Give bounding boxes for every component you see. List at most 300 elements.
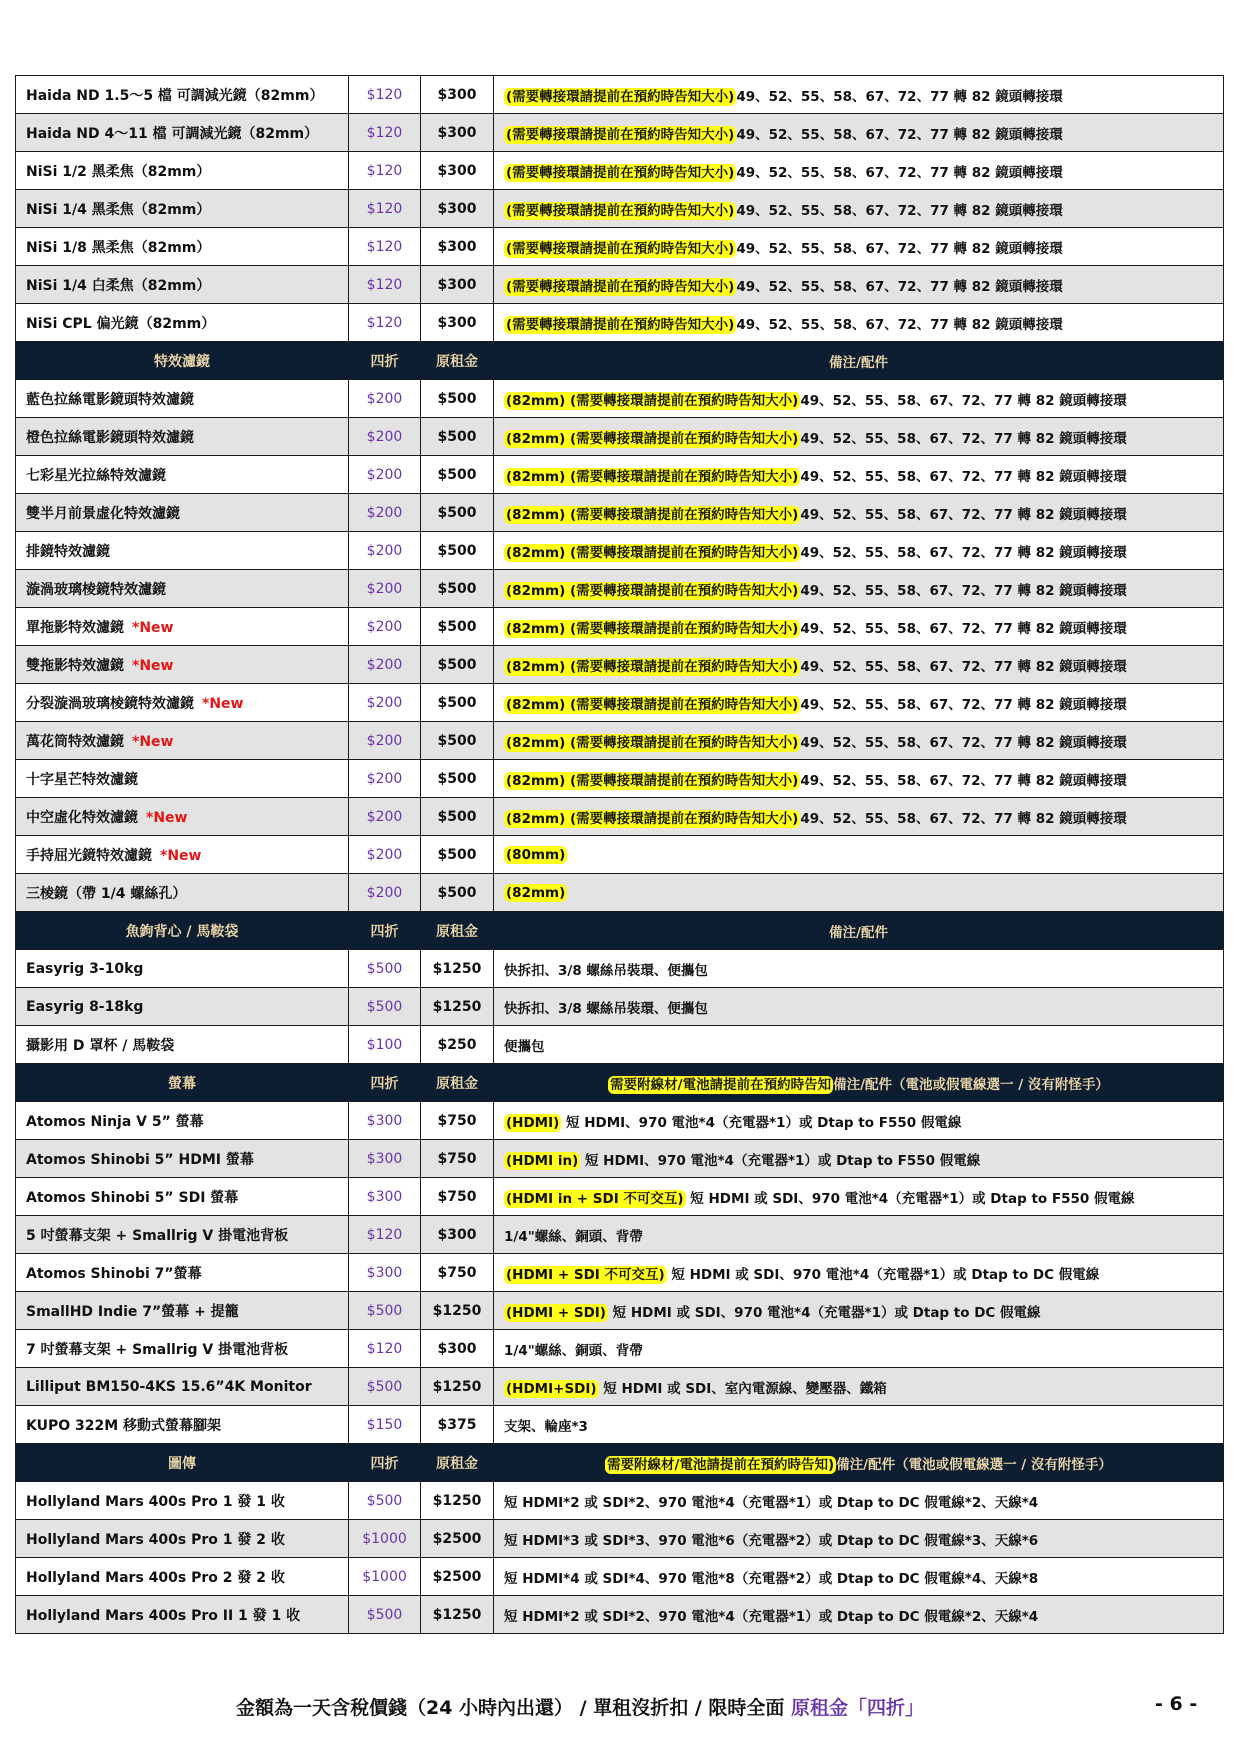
- section-header: [16, 342, 1224, 380]
- original-price: $1250: [421, 1482, 494, 1520]
- note-text: 快拆扣、3/8 螺絲吊裝環、便攜包: [504, 962, 708, 979]
- discount-price: $100: [349, 1026, 421, 1064]
- item-name: Atomos Shinobi 5” SDI 螢幕: [26, 1189, 239, 1206]
- item-name: 攝影用 D 罩杯 / 馬鞍袋: [26, 1037, 175, 1054]
- table-row: [16, 722, 1224, 760]
- discount-price: $150: [349, 1406, 421, 1444]
- item-name: NiSi 1/4 黑柔焦（82mm）: [26, 201, 211, 218]
- note-highlight: (82mm) (需要轉接環請提前在預約時告知大小): [506, 620, 799, 637]
- table-row: [16, 304, 1224, 342]
- item-name: 中空虛化特效濾鏡: [26, 809, 138, 826]
- table-row: [16, 418, 1224, 456]
- note-cell: [494, 380, 1224, 418]
- table-row: [16, 1596, 1224, 1634]
- note-highlight: (82mm) (需要轉接環請提前在預約時告知大小): [506, 658, 799, 675]
- note-highlight: (HDMI + SDI 不可交互): [506, 1266, 665, 1283]
- note-cell: [494, 684, 1224, 722]
- discount-column-header: 四折: [349, 1444, 421, 1482]
- item-name-cell: [16, 152, 349, 190]
- note-text: 49、52、55、58、67、72、77 轉 82 鏡頭轉接環: [800, 468, 1127, 485]
- item-name: 橙色拉絲電影鏡頭特效濾鏡: [26, 429, 194, 446]
- item-name-cell: [16, 456, 349, 494]
- note-cell: [494, 1178, 1224, 1216]
- note-highlight: (82mm) (需要轉接環請提前在預約時告知大小): [506, 468, 799, 485]
- table-row: [16, 1330, 1224, 1368]
- discount-price: $200: [349, 418, 421, 456]
- original-price: $300: [421, 190, 494, 228]
- table-row: [16, 1292, 1224, 1330]
- discount-price: $120: [349, 1216, 421, 1254]
- new-badge: *New: [160, 847, 202, 864]
- note-highlight: (HDMI in + SDI 不可交互): [506, 1190, 684, 1207]
- item-name: 7 吋螢幕支架 + Smallrig V 掛電池背板: [26, 1341, 289, 1358]
- item-name: SmallHD Indie 7”螢幕 + 提籠: [26, 1303, 239, 1320]
- original-price: $300: [421, 1330, 494, 1368]
- discount-column-header: 四折: [349, 342, 421, 380]
- note-cell: [494, 532, 1224, 570]
- note-cell: [494, 988, 1224, 1026]
- note-text: 49、52、55、58、67、72、77 轉 82 鏡頭轉接環: [800, 734, 1127, 751]
- original-price: $2500: [421, 1520, 494, 1558]
- note-highlight: (HDMI in): [506, 1152, 579, 1169]
- item-name-cell: [16, 1102, 349, 1140]
- discount-price: $120: [349, 1330, 421, 1368]
- original-price: $1250: [421, 1292, 494, 1330]
- item-name-cell: [16, 190, 349, 228]
- discount-price: $200: [349, 684, 421, 722]
- note-cell: [494, 456, 1224, 494]
- note-text: 短 HDMI 或 SDI、970 電池*4（充電器*1）或 Dtap to F550 假電線: [685, 1190, 1135, 1207]
- discount-price: $500: [349, 1292, 421, 1330]
- original-price: $1250: [421, 988, 494, 1026]
- note-text: 49、52、55、58、67、72、77 轉 82 鏡頭轉接環: [800, 430, 1127, 447]
- item-name-cell: [16, 266, 349, 304]
- original-price: $750: [421, 1102, 494, 1140]
- note-text: 49、52、55、58、67、72、77 轉 82 鏡頭轉接環: [736, 316, 1063, 333]
- discount-price: $120: [349, 114, 421, 152]
- item-name: 排鏡特效濾鏡: [26, 543, 110, 560]
- note-cell: [494, 1482, 1224, 1520]
- note-highlight: (82mm) (需要轉接環請提前在預約時告知大小): [506, 544, 799, 561]
- item-name: Lilliput BM150-4KS 15.6”4K Monitor: [26, 1378, 312, 1395]
- item-name-cell: [16, 1558, 349, 1596]
- table-row: [16, 190, 1224, 228]
- table-row: [16, 1102, 1224, 1140]
- note-cell: [494, 1558, 1224, 1596]
- table-row: [16, 1254, 1224, 1292]
- item-name: 分裂漩渦玻璃棱鏡特效濾鏡: [26, 695, 194, 712]
- table-row: [16, 950, 1224, 988]
- discount-price: $500: [349, 988, 421, 1026]
- item-name-cell: [16, 418, 349, 456]
- note-text: 短 HDMI 或 SDI、室內電源線、變壓器、鐵箱: [598, 1380, 887, 1397]
- header-note: 備注/配件: [829, 354, 888, 371]
- section-title: 螢幕: [16, 1064, 349, 1102]
- item-name-cell: [16, 76, 349, 114]
- original-price: $300: [421, 304, 494, 342]
- item-name-cell: [16, 950, 349, 988]
- discount-price: $500: [349, 1596, 421, 1634]
- table-row: [16, 114, 1224, 152]
- original-price: $1250: [421, 1368, 494, 1406]
- discount-price: $300: [349, 1254, 421, 1292]
- note-column-header: [494, 1444, 1224, 1482]
- discount-price: $500: [349, 950, 421, 988]
- item-name: 藍色拉絲電影鏡頭特效濾鏡: [26, 391, 194, 408]
- item-name-cell: [16, 874, 349, 912]
- item-name: 雙拖影特效濾鏡: [26, 657, 124, 674]
- discount-price: $500: [349, 1368, 421, 1406]
- item-name: Haida ND 1.5～5 檔 可調減光鏡（82mm）: [26, 87, 324, 104]
- note-text: 49、52、55、58、67、72、77 轉 82 鏡頭轉接環: [736, 240, 1063, 257]
- note-text: 1/4"螺絲、銅頭、背帶: [504, 1228, 643, 1245]
- note-highlight: (82mm) (需要轉接環請提前在預約時告知大小): [506, 506, 799, 523]
- item-name-cell: [16, 1406, 349, 1444]
- note-cell: [494, 836, 1224, 874]
- note-text: 短 HDMI*3 或 SDI*3、970 電池*6（充電器*2）或 Dtap to DC 假電線*3、天線*6: [504, 1532, 1039, 1549]
- footer-note: [236, 1693, 924, 1720]
- original-column-header: 原租金: [421, 912, 494, 950]
- original-price: $500: [421, 874, 494, 912]
- note-column-header: [494, 342, 1224, 380]
- discount-column-header: 四折: [349, 912, 421, 950]
- new-badge: *New: [132, 657, 174, 674]
- header-highlight: 需要附線材/電池請提前在預約時告知: [610, 1076, 832, 1093]
- discount-price: $200: [349, 570, 421, 608]
- note-cell: [494, 1596, 1224, 1634]
- new-badge: *New: [146, 809, 188, 826]
- note-highlight: (HDMI): [506, 1114, 560, 1131]
- note-highlight: (82mm) (需要轉接環請提前在預約時告知大小): [506, 772, 799, 789]
- section-title: 特效濾鏡: [16, 342, 349, 380]
- discount-price: $1000: [349, 1520, 421, 1558]
- note-text: 49、52、55、58、67、72、77 轉 82 鏡頭轉接環: [800, 658, 1127, 675]
- footer-text: 金額為一天含稅價錢（24 小時內出還） / 單租沒折扣 / 限時全面: [236, 1697, 792, 1719]
- note-cell: [494, 190, 1224, 228]
- discount-price: $300: [349, 1102, 421, 1140]
- note-cell: [494, 1368, 1224, 1406]
- item-name-cell: [16, 570, 349, 608]
- note-highlight: (HDMI + SDI): [506, 1304, 606, 1321]
- table-row: [16, 1406, 1224, 1444]
- table-row: [16, 836, 1224, 874]
- note-text: 49、52、55、58、67、72、77 轉 82 鏡頭轉接環: [736, 126, 1063, 143]
- original-price: $300: [421, 76, 494, 114]
- original-price: $500: [421, 418, 494, 456]
- original-price: $750: [421, 1254, 494, 1292]
- original-column-header: 原租金: [421, 1444, 494, 1482]
- note-cell: [494, 1292, 1224, 1330]
- item-name: KUPO 322M 移動式螢幕腳架: [26, 1417, 222, 1434]
- original-price: $1250: [421, 950, 494, 988]
- note-cell: [494, 1330, 1224, 1368]
- note-text: 支架、輪座*3: [504, 1418, 588, 1435]
- original-column-header: 原租金: [421, 1064, 494, 1102]
- note-highlight: (需要轉接環請提前在預約時告知大小): [506, 278, 735, 295]
- item-name-cell: [16, 760, 349, 798]
- header-highlight: 需要附線材/電池請提前在預約時告知): [607, 1456, 835, 1473]
- note-text: 49、52、55、58、67、72、77 轉 82 鏡頭轉接環: [800, 772, 1127, 789]
- item-name-cell: [16, 380, 349, 418]
- note-cell: [494, 418, 1224, 456]
- header-note: 備注/配件（電池或假電線選一 / 沒有附怪手）: [836, 1456, 1112, 1473]
- table-row: [16, 266, 1224, 304]
- table-row: [16, 228, 1224, 266]
- discount-price: $200: [349, 494, 421, 532]
- item-name: 十字星芒特效濾鏡: [26, 771, 138, 788]
- item-name: 雙半月前景虛化特效濾鏡: [26, 505, 180, 522]
- note-text: 短 HDMI、970 電池*4（充電器*1）或 Dtap to F550 假電線: [561, 1114, 962, 1131]
- table-row: [16, 988, 1224, 1026]
- discount-price: $200: [349, 760, 421, 798]
- original-price: $375: [421, 1406, 494, 1444]
- discount-price: $120: [349, 190, 421, 228]
- item-name: Easyrig 8-18kg: [26, 998, 144, 1015]
- note-cell: [494, 1140, 1224, 1178]
- original-price: $300: [421, 228, 494, 266]
- new-badge: *New: [132, 619, 174, 636]
- item-name: 萬花筒特效濾鏡: [26, 733, 124, 750]
- original-price: $500: [421, 532, 494, 570]
- note-text: 49、52、55、58、67、72、77 轉 82 鏡頭轉接環: [800, 810, 1127, 827]
- item-name-cell: [16, 1330, 349, 1368]
- original-price: $500: [421, 836, 494, 874]
- section-header: [16, 1444, 1224, 1482]
- note-highlight: (需要轉接環請提前在預約時告知大小): [506, 164, 735, 181]
- discount-price: $200: [349, 646, 421, 684]
- item-name-cell: [16, 1292, 349, 1330]
- note-text: 快拆扣、3/8 螺絲吊裝環、便攜包: [504, 1000, 708, 1017]
- item-name-cell: [16, 646, 349, 684]
- note-highlight: (82mm) (需要轉接環請提前在預約時告知大小): [506, 696, 799, 713]
- note-text: 49、52、55、58、67、72、77 轉 82 鏡頭轉接環: [736, 278, 1063, 295]
- item-name-cell: [16, 304, 349, 342]
- note-text: 短 HDMI、970 電池*4（充電器*1）或 Dtap to F550 假電線: [580, 1152, 981, 1169]
- note-cell: [494, 1254, 1224, 1292]
- discount-price: $200: [349, 532, 421, 570]
- note-column-header: [494, 912, 1224, 950]
- table-row: [16, 684, 1224, 722]
- item-name-cell: [16, 532, 349, 570]
- item-name-cell: [16, 1482, 349, 1520]
- original-column-header: 原租金: [421, 342, 494, 380]
- new-badge: *New: [202, 695, 244, 712]
- item-name: Hollyland Mars 400s Pro 1 發 2 收: [26, 1531, 285, 1548]
- item-name: Atomos Shinobi 7”螢幕: [26, 1265, 202, 1282]
- original-price: $500: [421, 608, 494, 646]
- price-table: [15, 75, 1224, 1634]
- item-name: 5 吋螢幕支架 + Smallrig V 掛電池背板: [26, 1227, 289, 1244]
- note-cell: [494, 266, 1224, 304]
- note-text: 短 HDMI 或 SDI、970 電池*4（充電器*1）或 Dtap to DC 假電線: [607, 1304, 1041, 1321]
- table-row: [16, 646, 1224, 684]
- original-price: $500: [421, 646, 494, 684]
- section-header: [16, 912, 1224, 950]
- note-highlight: (82mm) (需要轉接環請提前在預約時告知大小): [506, 430, 799, 447]
- note-highlight: (需要轉接環請提前在預約時告知大小): [506, 126, 735, 143]
- table-row: [16, 798, 1224, 836]
- table-row: [16, 1368, 1224, 1406]
- original-price: $300: [421, 1216, 494, 1254]
- discount-price: $200: [349, 722, 421, 760]
- original-price: $500: [421, 684, 494, 722]
- item-name-cell: [16, 228, 349, 266]
- original-price: $300: [421, 266, 494, 304]
- table-row: [16, 1482, 1224, 1520]
- note-cell: [494, 874, 1224, 912]
- item-name: NiSi 1/2 黑柔焦（82mm）: [26, 163, 211, 180]
- table-row: [16, 1558, 1224, 1596]
- original-price: $2500: [421, 1558, 494, 1596]
- table-row: [16, 152, 1224, 190]
- table-row: [16, 1026, 1224, 1064]
- item-name-cell: [16, 1140, 349, 1178]
- note-text: 短 HDMI*2 或 SDI*2、970 電池*4（充電器*1）或 Dtap to DC 假電線*2、天線*4: [504, 1494, 1039, 1511]
- item-name: Atomos Ninja V 5” 螢幕: [26, 1113, 204, 1130]
- item-name-cell: [16, 1216, 349, 1254]
- item-name-cell: [16, 988, 349, 1026]
- item-name-cell: [16, 114, 349, 152]
- note-cell: [494, 950, 1224, 988]
- item-name: NiSi CPL 偏光鏡（82mm）: [26, 315, 216, 332]
- item-name: Easyrig 3-10kg: [26, 960, 144, 977]
- table-row: [16, 1178, 1224, 1216]
- original-price: $1250: [421, 1596, 494, 1634]
- table-row: [16, 1216, 1224, 1254]
- note-text: 49、52、55、58、67、72、77 轉 82 鏡頭轉接環: [736, 88, 1063, 105]
- note-highlight: (82mm) (需要轉接環請提前在預約時告知大小): [506, 582, 799, 599]
- item-name-cell: [16, 836, 349, 874]
- original-price: $500: [421, 380, 494, 418]
- discount-price: $300: [349, 1178, 421, 1216]
- discount-column-header: 四折: [349, 1064, 421, 1102]
- discount-price: $120: [349, 266, 421, 304]
- item-name: 漩渦玻璃棱鏡特效濾鏡: [26, 581, 166, 598]
- discount-price: $200: [349, 608, 421, 646]
- item-name-cell: [16, 1368, 349, 1406]
- note-cell: [494, 1026, 1224, 1064]
- footer-discount-text: 原租金「四折」: [791, 1697, 925, 1719]
- note-highlight: (需要轉接環請提前在預約時告知大小): [506, 88, 735, 105]
- note-text: 49、52、55、58、67、72、77 轉 82 鏡頭轉接環: [800, 696, 1127, 713]
- item-name: 三棱鏡（帶 1/4 螺絲孔）: [26, 885, 187, 902]
- note-text: 49、52、55、58、67、72、77 轉 82 鏡頭轉接環: [800, 392, 1127, 409]
- discount-price: $200: [349, 874, 421, 912]
- item-name: Atomos Shinobi 5” HDMI 螢幕: [26, 1151, 254, 1168]
- table-row: [16, 456, 1224, 494]
- new-badge: *New: [132, 733, 174, 750]
- table-row: [16, 874, 1224, 912]
- table-row: [16, 494, 1224, 532]
- note-text: 短 HDMI 或 SDI、970 電池*4（充電器*1）或 Dtap to DC 假電線: [666, 1266, 1100, 1283]
- item-name: Hollyland Mars 400s Pro 1 發 1 收: [26, 1493, 285, 1510]
- note-text: 49、52、55、58、67、72、77 轉 82 鏡頭轉接環: [800, 506, 1127, 523]
- page-number: - 6 -: [1155, 1693, 1198, 1715]
- note-text: 1/4"螺絲、銅頭、背帶: [504, 1342, 643, 1359]
- item-name: 七彩星光拉絲特效濾鏡: [26, 467, 166, 484]
- discount-price: $200: [349, 380, 421, 418]
- note-cell: [494, 1102, 1224, 1140]
- table-row: [16, 1520, 1224, 1558]
- original-price: $500: [421, 570, 494, 608]
- discount-price: $120: [349, 76, 421, 114]
- original-price: $500: [421, 760, 494, 798]
- header-note: 備注/配件: [829, 924, 888, 941]
- item-name: 手持屈光鏡特效濾鏡: [26, 847, 152, 864]
- note-highlight: (需要轉接環請提前在預約時告知大小): [506, 240, 735, 257]
- note-highlight: (80mm): [506, 846, 566, 863]
- discount-price: $120: [349, 228, 421, 266]
- table-row: [16, 608, 1224, 646]
- item-name-cell: [16, 1520, 349, 1558]
- table-row: [16, 532, 1224, 570]
- discount-price: $1000: [349, 1558, 421, 1596]
- note-cell: [494, 304, 1224, 342]
- item-name-cell: [16, 1596, 349, 1634]
- item-name-cell: [16, 684, 349, 722]
- note-text: 49、52、55、58、67、72、77 轉 82 鏡頭轉接環: [800, 582, 1127, 599]
- note-cell: [494, 152, 1224, 190]
- note-cell: [494, 76, 1224, 114]
- note-text: 49、52、55、58、67、72、77 轉 82 鏡頭轉接環: [736, 202, 1063, 219]
- discount-price: $500: [349, 1482, 421, 1520]
- table-row: [16, 380, 1224, 418]
- item-name-cell: [16, 722, 349, 760]
- item-name: Haida ND 4～11 檔 可調減光鏡（82mm）: [26, 125, 319, 142]
- original-price: $500: [421, 798, 494, 836]
- item-name-cell: [16, 798, 349, 836]
- note-cell: [494, 722, 1224, 760]
- note-text: 49、52、55、58、67、72、77 轉 82 鏡頭轉接環: [800, 544, 1127, 561]
- note-cell: [494, 1216, 1224, 1254]
- item-name-cell: [16, 494, 349, 532]
- item-name: NiSi 1/4 白柔焦（82mm）: [26, 277, 211, 294]
- note-cell: [494, 228, 1224, 266]
- note-text: 49、52、55、58、67、72、77 轉 82 鏡頭轉接環: [736, 164, 1063, 181]
- discount-price: $200: [349, 798, 421, 836]
- note-cell: [494, 1406, 1224, 1444]
- discount-price: $300: [349, 1140, 421, 1178]
- note-highlight: (82mm): [506, 884, 566, 901]
- note-cell: [494, 608, 1224, 646]
- header-note: 備注/配件（電池或假電線選一 / 沒有附怪手）: [833, 1076, 1109, 1093]
- note-text: 短 HDMI*2 或 SDI*2、970 電池*4（充電器*1）或 Dtap to DC 假電線*2、天線*4: [504, 1608, 1039, 1625]
- note-highlight: (需要轉接環請提前在預約時告知大小): [506, 316, 735, 333]
- original-price: $750: [421, 1178, 494, 1216]
- original-price: $300: [421, 114, 494, 152]
- footer: [0, 1685, 1240, 1725]
- item-name: Hollyland Mars 400s Pro II 1 發 1 收: [26, 1607, 301, 1624]
- note-highlight: (82mm) (需要轉接環請提前在預約時告知大小): [506, 810, 799, 827]
- note-text: 短 HDMI*4 或 SDI*4、970 電池*8（充電器*2）或 Dtap to DC 假電線*4、天線*8: [504, 1570, 1039, 1587]
- note-cell: [494, 646, 1224, 684]
- note-cell: [494, 494, 1224, 532]
- note-text: 便攜包: [504, 1038, 545, 1055]
- note-cell: [494, 798, 1224, 836]
- original-price: $500: [421, 456, 494, 494]
- note-cell: [494, 570, 1224, 608]
- table-row: [16, 570, 1224, 608]
- note-highlight: (82mm) (需要轉接環請提前在預約時告知大小): [506, 734, 799, 751]
- note-cell: [494, 760, 1224, 798]
- discount-price: $120: [349, 304, 421, 342]
- note-cell: [494, 114, 1224, 152]
- note-highlight: (82mm) (需要轉接環請提前在預約時告知大小): [506, 392, 799, 409]
- original-price: $250: [421, 1026, 494, 1064]
- discount-price: $200: [349, 836, 421, 874]
- original-price: $750: [421, 1140, 494, 1178]
- item-name: 單拖影特效濾鏡: [26, 619, 124, 636]
